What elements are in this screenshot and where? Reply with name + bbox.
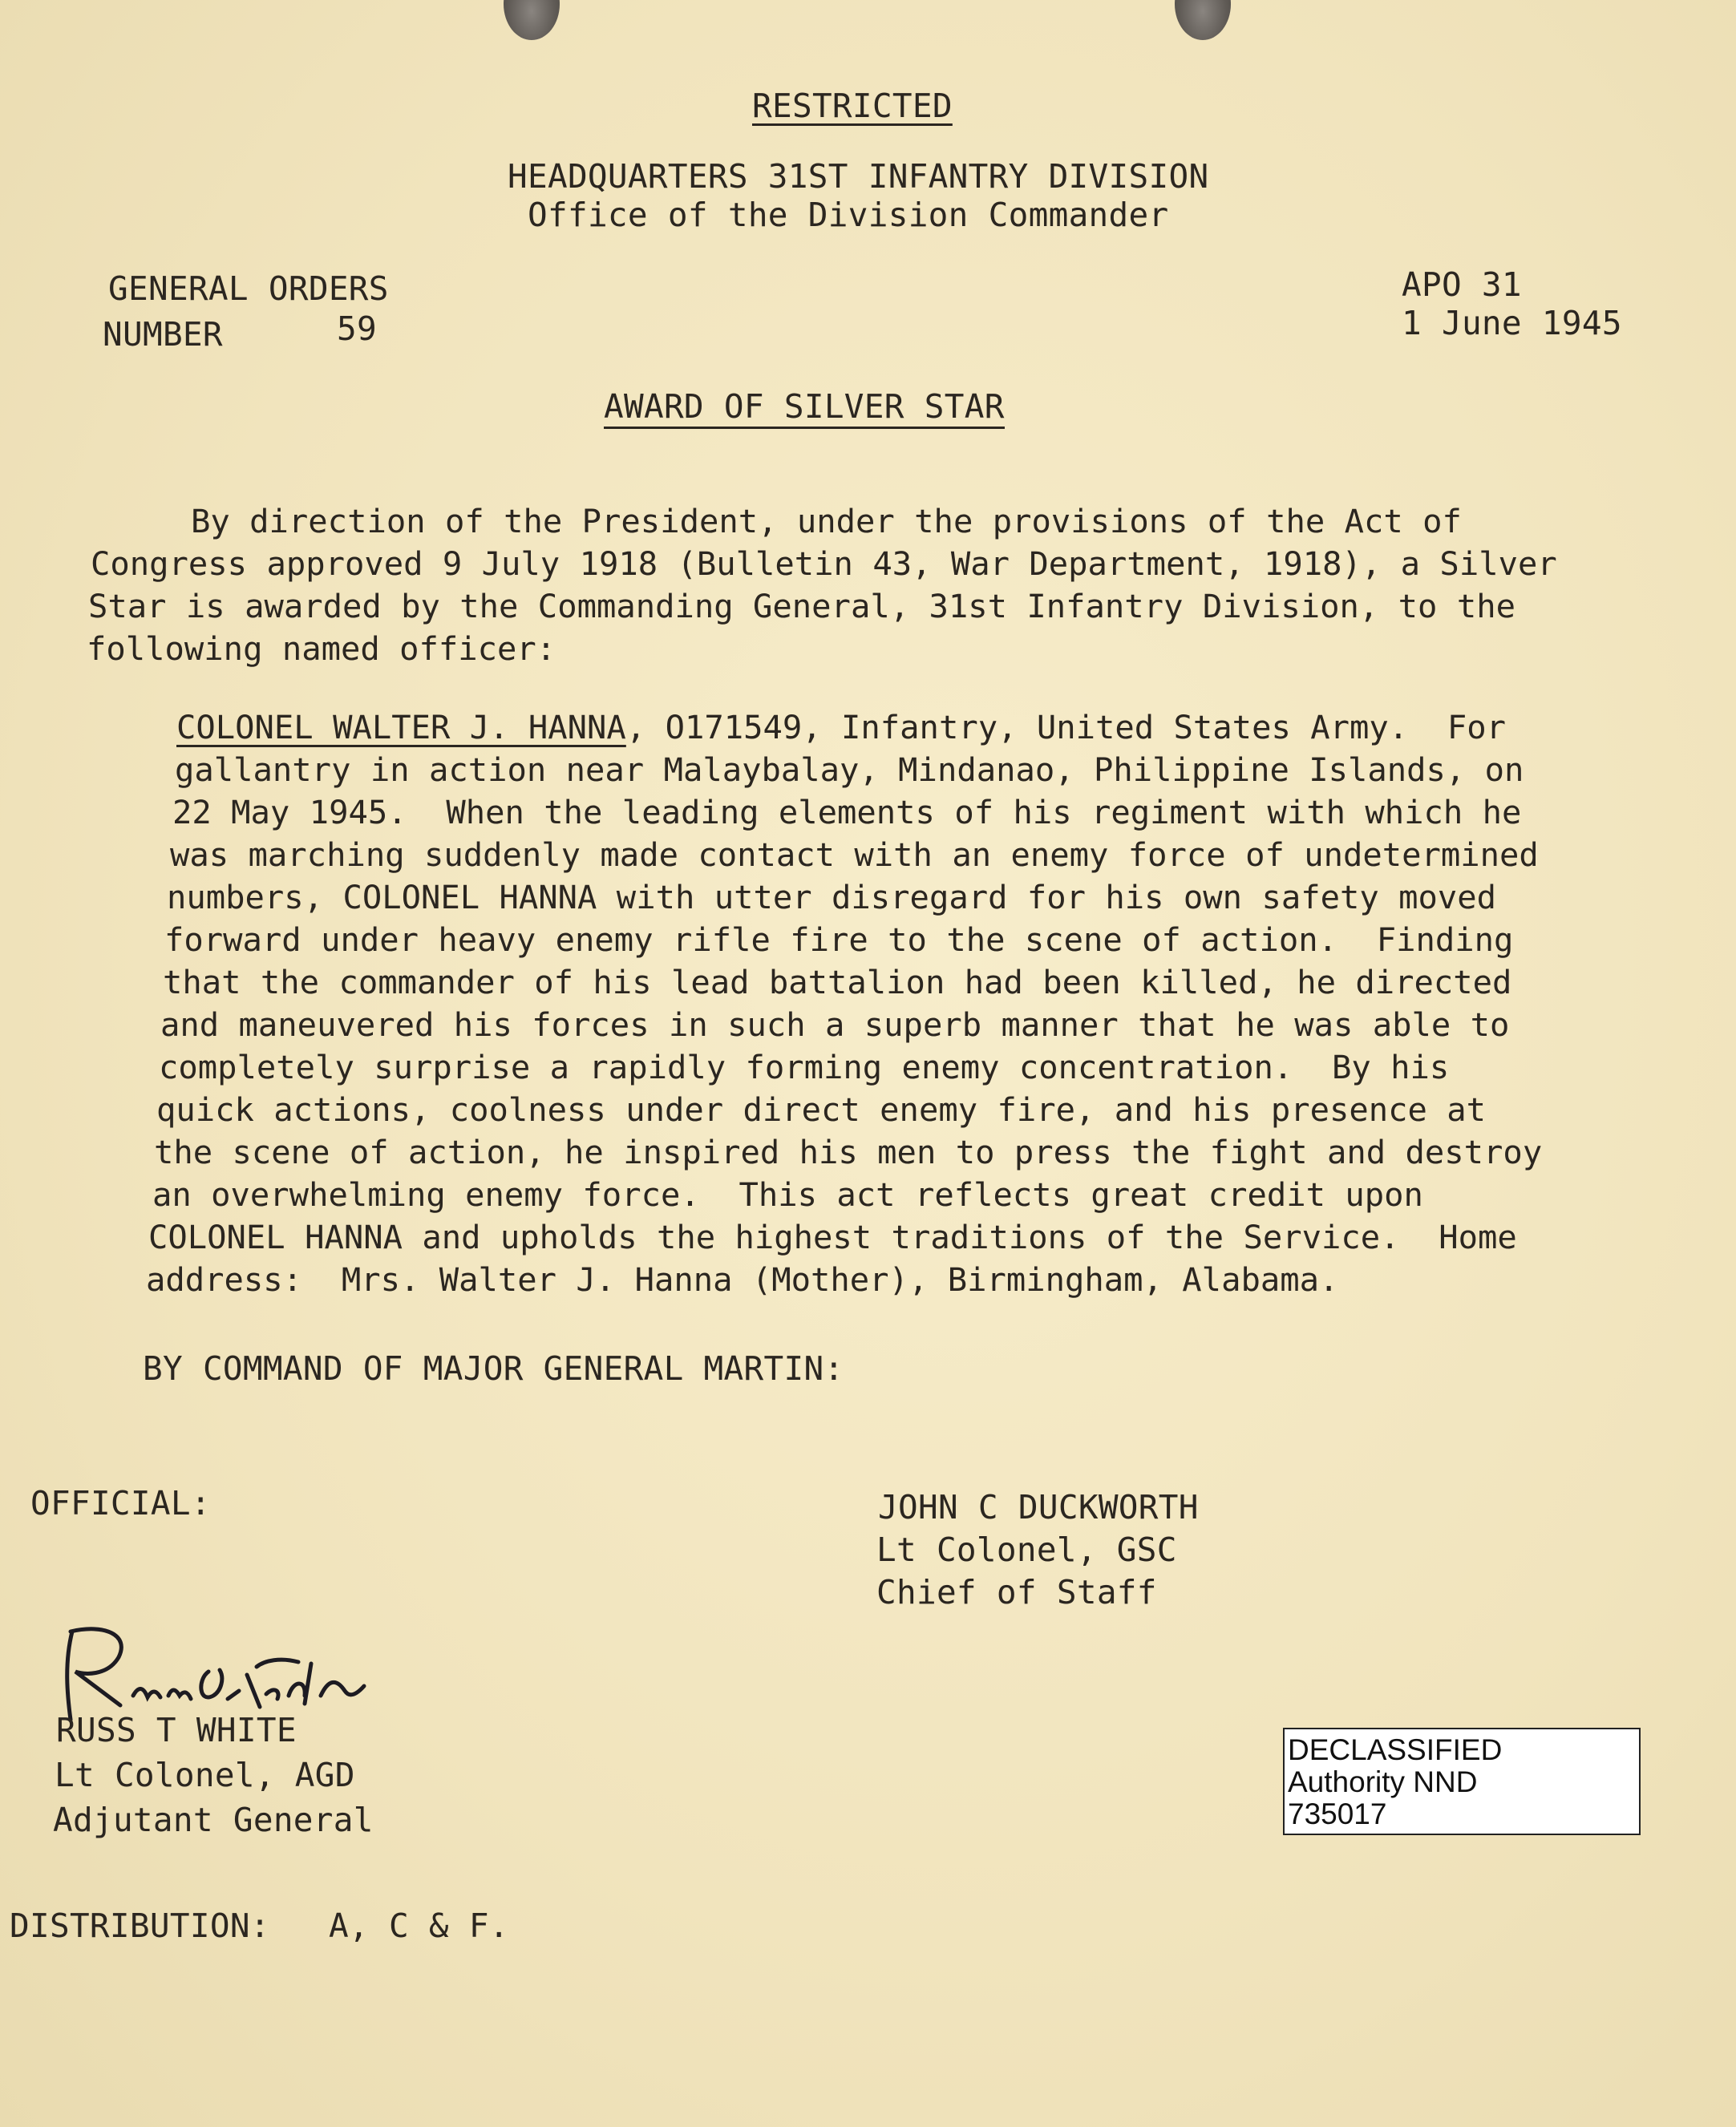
apo-line: APO 31 bbox=[1402, 265, 1522, 304]
number-label: NUMBER bbox=[103, 315, 223, 354]
declassified-authority: Authority NND bbox=[1288, 1765, 1478, 1798]
recipient-name: COLONEL WALTER J. HANNA bbox=[176, 708, 626, 746]
distribution-value: A, C & F. bbox=[329, 1907, 509, 1945]
order-date: 1 June 1945 bbox=[1402, 304, 1622, 342]
citation-first-line-rest: , O171549, Infantry, United States Army. For bbox=[625, 708, 1507, 746]
adjutant-title: Adjutant General bbox=[53, 1801, 374, 1839]
headquarters-line: HEADQUARTERS 31ST INFANTRY DIVISION bbox=[508, 157, 1209, 196]
chief-of-staff-title: Chief of Staff bbox=[876, 1573, 1157, 1611]
citation-line: 22 May 1945. When the leading elements of his regiment with which he bbox=[172, 793, 1522, 831]
citation-line: that the commander of his lead battalion had been killed, he directed bbox=[163, 963, 1512, 1001]
intro-line: By direction of the President, under the provisions of the Act of bbox=[191, 502, 1462, 540]
citation-line: COLONEL HANNA and upholds the highest traditions of the Service. Home bbox=[148, 1218, 1517, 1256]
citation-first-line bbox=[176, 708, 1507, 746]
citation-line: was marching suddenly made contact with an enemy force of undetermined bbox=[170, 835, 1539, 874]
citation-line: forward under heavy enemy rifle fire to the scene of action. Finding bbox=[164, 920, 1514, 959]
citation-line: the scene of action, he inspired his men to press the fight and destroy bbox=[154, 1133, 1543, 1171]
declassified-stamp bbox=[1283, 1728, 1641, 1835]
citation-line: quick actions, coolness under direct enemy fire, and his presence at bbox=[156, 1090, 1487, 1129]
punch-hole bbox=[504, 0, 560, 40]
citation-line: numbers, COLONEL HANNA with utter disregard for his own safety moved bbox=[167, 878, 1497, 916]
intro-line: Star is awarded by the Commanding General, 31st Infantry Division, to the bbox=[88, 587, 1515, 625]
declassified-line: DECLASSIFIED bbox=[1288, 1733, 1503, 1766]
chief-of-staff-name: JOHN C DUCKWORTH bbox=[878, 1488, 1199, 1527]
citation-line: an overwhelming enemy force. This act reflects great credit upon bbox=[152, 1175, 1423, 1214]
citation-line: address: Mrs. Walter J. Hanna (Mother), Birmingham, Alabama. bbox=[146, 1260, 1339, 1299]
general-orders-label: GENERAL ORDERS bbox=[108, 269, 389, 308]
document-title: AWARD OF SILVER STAR bbox=[604, 390, 1005, 429]
chief-of-staff-rank: Lt Colonel, GSC bbox=[876, 1531, 1177, 1569]
classification-marking: RESTRICTED bbox=[752, 87, 953, 125]
adjutant-name: RUSS T WHITE bbox=[56, 1711, 297, 1749]
command-line: BY COMMAND OF MAJOR GENERAL MARTIN: bbox=[143, 1349, 844, 1388]
distribution-label: DISTRIBUTION: bbox=[10, 1907, 270, 1945]
intro-line: following named officer: bbox=[87, 629, 556, 668]
office-line: Office of the Division Commander bbox=[528, 196, 1169, 234]
intro-line: Congress approved 9 July 1918 (Bulletin 43, War Department, 1918), a Silver bbox=[91, 544, 1557, 583]
official-label: OFFICIAL: bbox=[30, 1484, 211, 1522]
order-number: 59 bbox=[337, 309, 377, 348]
citation-line: completely surprise a rapidly forming enemy concentration. By his bbox=[159, 1048, 1450, 1086]
declassified-number: 735017 bbox=[1288, 1797, 1387, 1830]
punch-hole bbox=[1175, 0, 1231, 40]
citation-line: and maneuvered his forces in such a superb manner that he was able to bbox=[160, 1005, 1510, 1044]
citation-line: gallantry in action near Malaybalay, Mindanao, Philippine Islands, on bbox=[175, 750, 1524, 789]
adjutant-rank: Lt Colonel, AGD bbox=[55, 1756, 355, 1794]
